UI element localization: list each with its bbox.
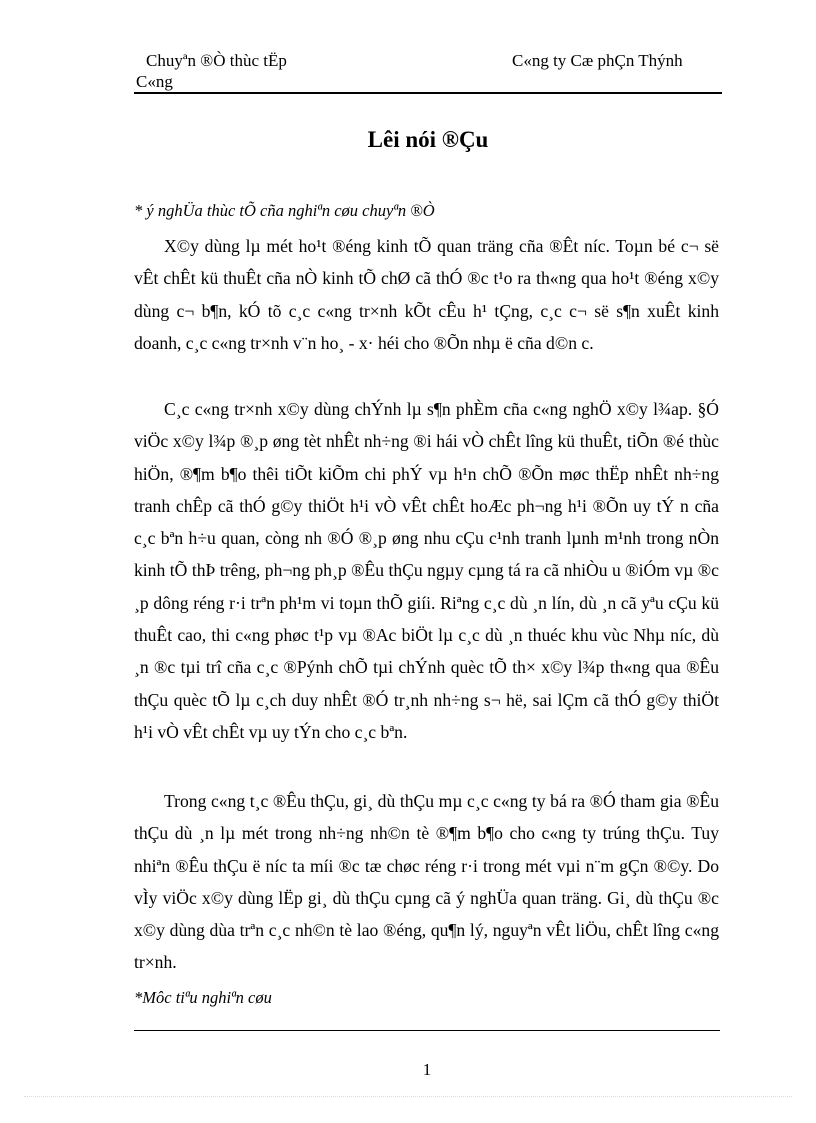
header-left-line1: Chuyªn ®Ò thùc tËp [146, 51, 287, 70]
header-left-line2: C«ng [136, 72, 173, 91]
footer-divider [134, 1030, 720, 1031]
section-label-objectives: *Môc tiªu nghiªn cøu [134, 988, 272, 1007]
section-label-significance: * ý nghÜa thùc tÕ cña nghiªn cøu chuyªn ®Ò [134, 201, 435, 220]
header-left [136, 50, 396, 92]
paragraph-3: Trong c«ng t¸c ®Êu thÇu, gi¸ dù thÇu mµ c¸c c«ng ty bá ra ®Ó tham gia ®Êu thÇu dù ¸n lµ mét trong nh÷ng nh©n tè ®¶m b¶o cho c«ng ty trúng thÇu. Tuy nhiªn ®Êu thÇu ë níc ta míi ®c tæ chøc réng r·i trong mét vµi n¨m gÇn ®©y. Do vÌy viÖc x©y dùng lËp gi¸ dù thÇu cµng cã ý nghÜa quan träng. Gi¸ dù thÇu ®c x©y dùng dùa trªn c¸c nh©n tè lao ®éng, qu¶n lý, nguyªn vÊt liÖu, chÊt lîng c«ng tr×nh. [134, 791, 719, 973]
header-divider [134, 92, 722, 94]
header-right: C«ng ty Cæ phÇn Thýnh [512, 51, 683, 70]
page-number: 1 [422, 1060, 432, 1079]
page-edge-divider [24, 1096, 792, 1097]
paragraph-2: C¸c c«ng tr×nh x©y dùng chÝnh lµ s¶n phÈm cña c«ng nghÖ x©y l¾ap. §Ó viÖc x©y l¾p ®¸p øng tèt nhÊt nh÷ng ®i hái vÒ chÊt lîng kü thuÊt, tiÕn ®é thùc hiÖn, ®¶m b¶o thêi tiÕt kiÕm chi phÝ vµ h¹n chÕ ®Õn møc thËp nhÊt nh÷ng tranh chÊp cã thÓ g©y thiÖt h¹i vÒ vÊt chÊt hoÆc ph¬ng h¹i ®Õn uy tÝ n cña c¸c bªn h÷u quan, còng nh ®Ó ®¸p øng nhu cÇu c¹nh tranh lµnh m¹nh trong nÒn kinh tÕ thÞ trêng, ph¬ng ph¸p ®Êu thÇu ngµy cµng tá ra cã nhiÒu u ®iÓm vµ ®c ¸p dông réng r·i trªn ph¹m vi toµn thÕ giíi. Riªng c¸c dù ¸n lín, dù ¸n cã yªu cÇu kü thuÊt cao, thi c«ng phøc t¹p vµ ®Ac biÖt lµ c¸c dù ¸n thuéc khu vùc Nhµ níc, dù ¸n ®c tµi trî cña c¸c ®Pýnh chÕ tµi chÝnh quèc tÕ th× x©y l¾p th«ng qua ®Êu thÇu quèc tÕ lµ c¸ch duy nhÊt ®Ó tr¸nh nh÷ng s¬ hë, sai lÇm cã thÓ g©y thiÖt h¹i vÒ vÊt chÊt vµ uy tÝn cho c¸c bªn. [134, 399, 719, 742]
paragraph-1: X©y dùng lµ mét ho¹t ®éng kinh tÕ quan träng cña ®Êt níc. Toµn bé c¬ së vÊt chÊt kü thuÊt cña nÒ kinh tÕ chØ cã thÓ ®c t¹o ra th«ng qua ho¹t ®éng x©y dùng c¬ b¶n, kÓ tõ c¸c c«ng tr×nh kÕt cÊu h¹ tÇng, c¸c c¬ së s¶n xuÊt kinh doanh, c¸c c«ng tr×nh v¨n ho¸ - x· héi cho ®Õn nhµ ë cña d©n c. [134, 236, 719, 353]
page-title: Lêi nói ®Çu [367, 127, 489, 152]
